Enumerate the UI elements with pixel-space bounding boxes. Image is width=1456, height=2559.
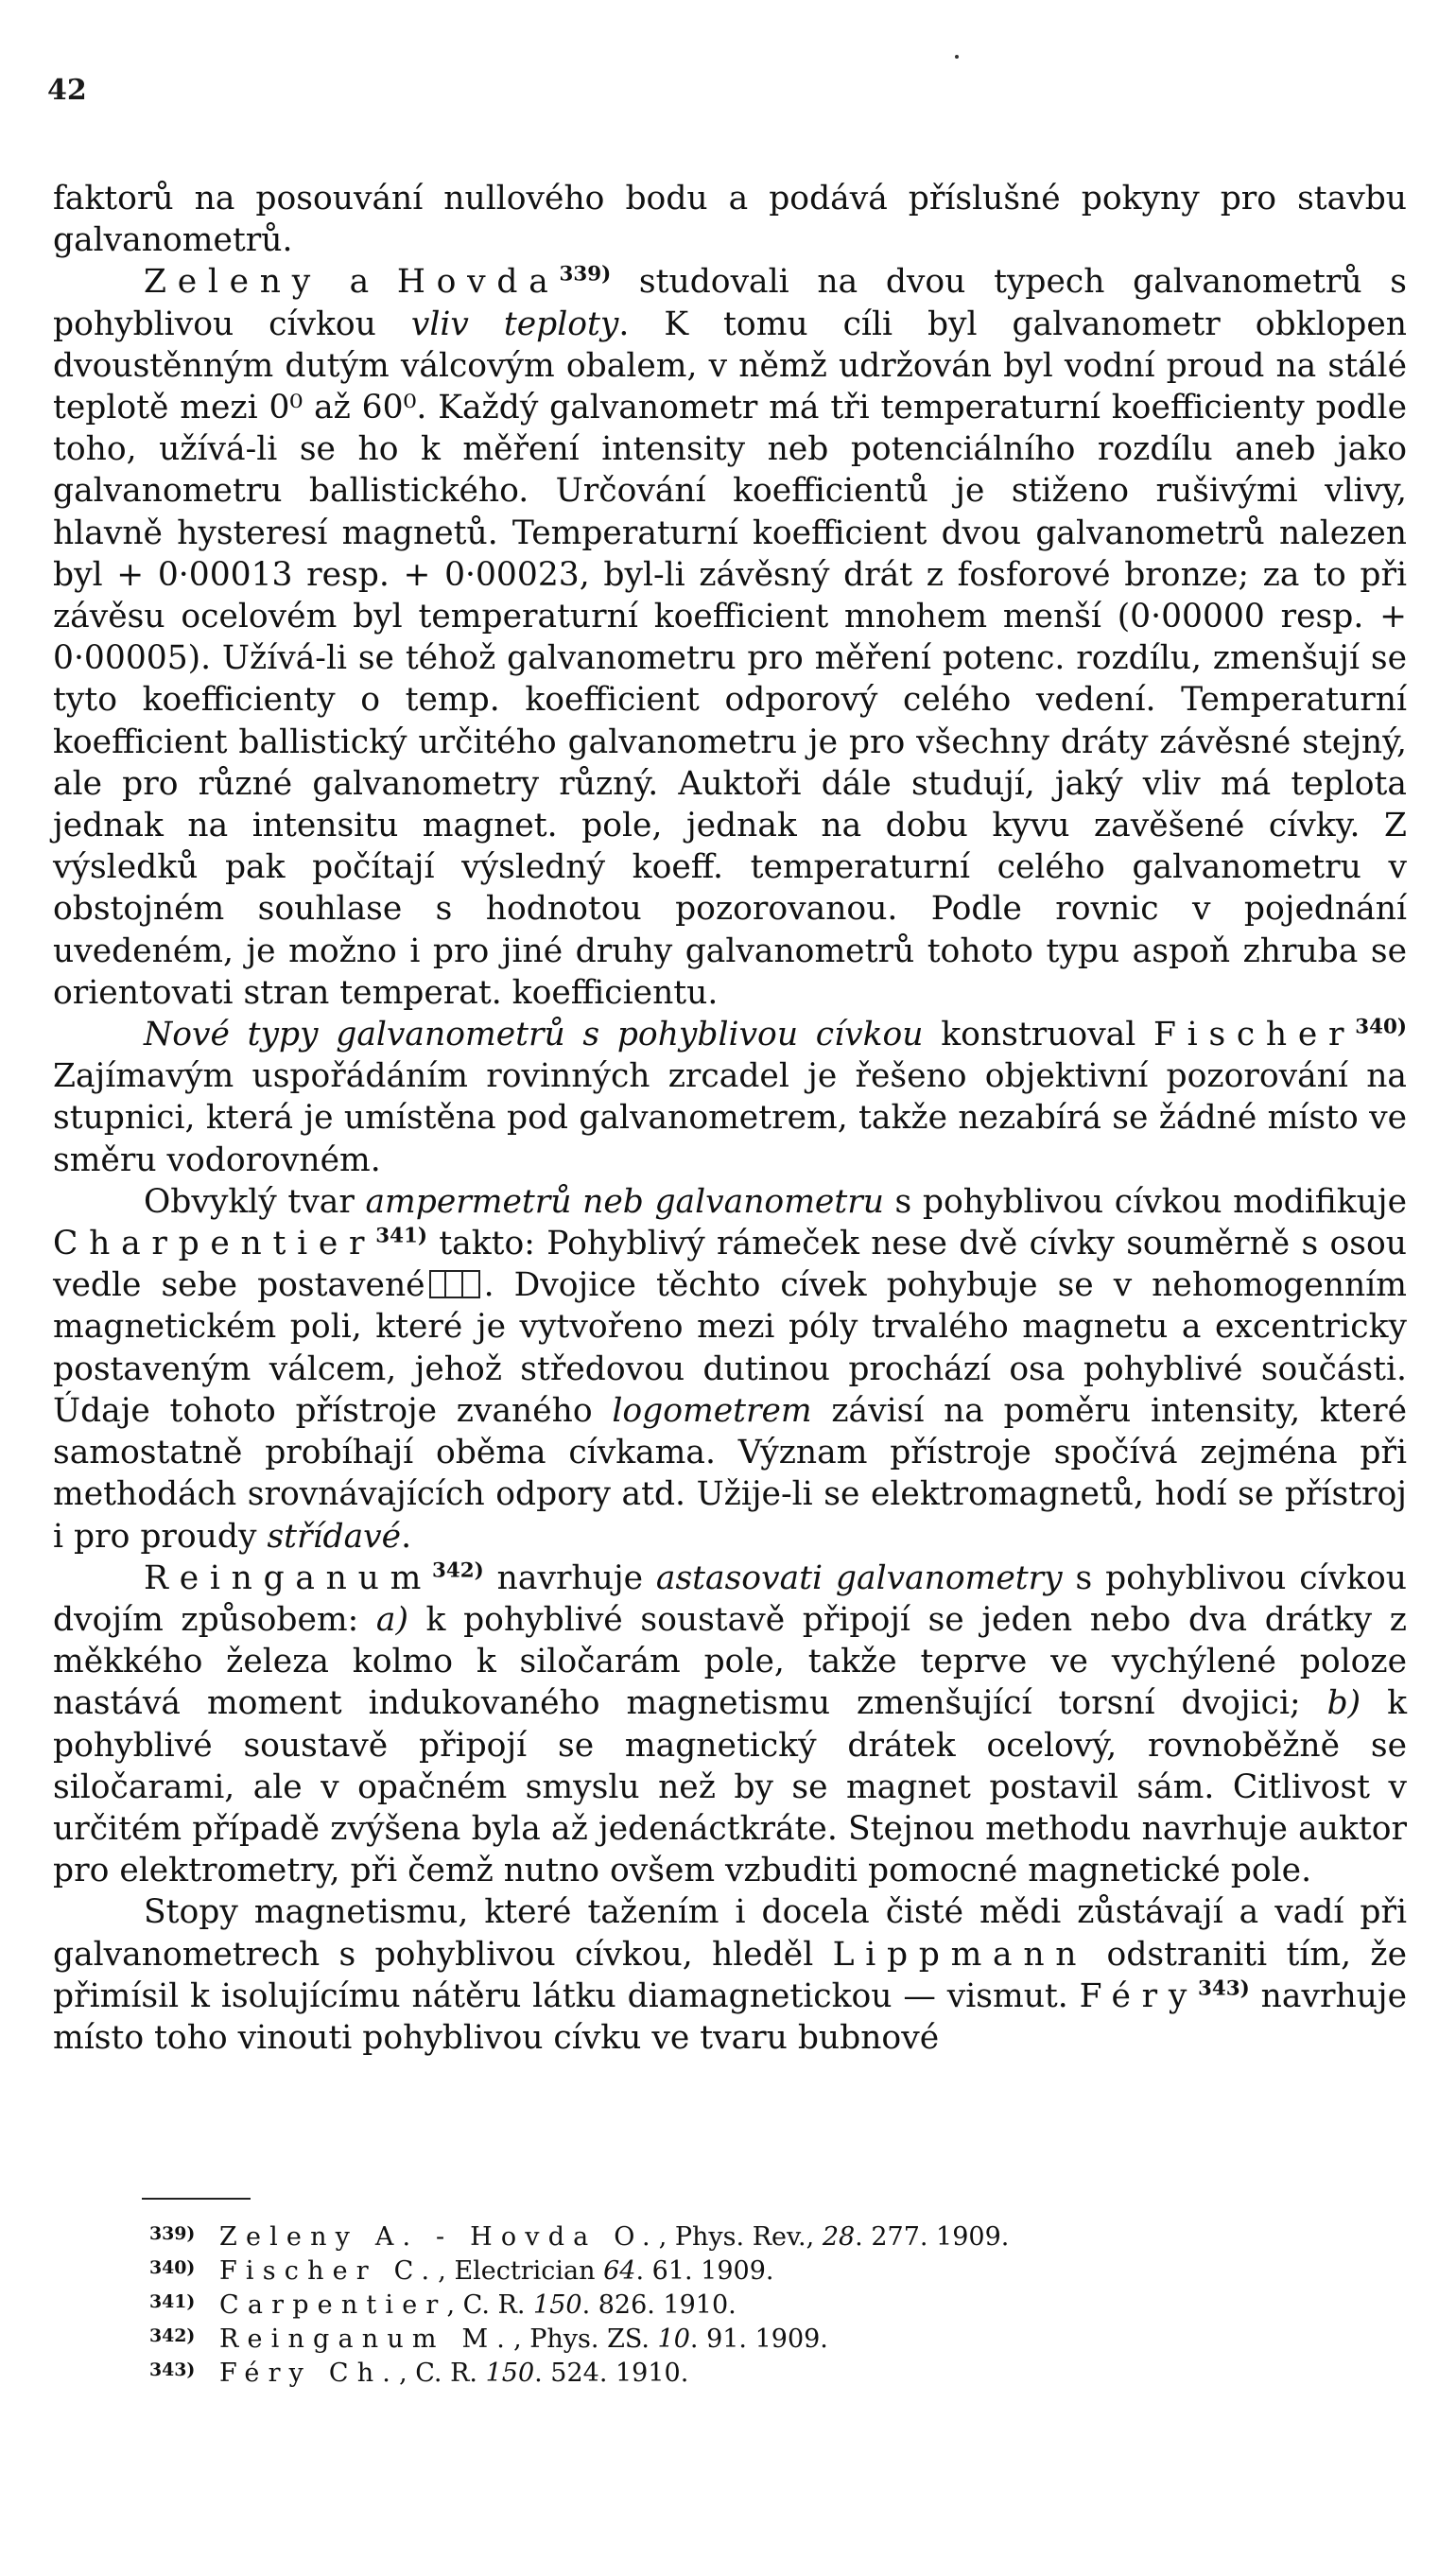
scan-speck — [955, 55, 959, 59]
author-name: Zeleny — [144, 263, 321, 302]
footnote-divider — [142, 2198, 251, 2200]
paragraph-6: Stopy magnetismu, které tažením i docela čisté mědi zůstávají a vadí při galvanometrech s pohyblivou cívkou, hleděl Lippmann odstraniti tím, že přimísil k isolujícímu nátěru látku diamagnetickou — vismut. Féry$^{343)}$ navrhuje místo toho vinouti pohyblivou cívku ve tvaru bubnové — [53, 1893, 1408, 2057]
footnote-volume: 64 — [603, 2256, 636, 2286]
author-name: Féry — [1079, 1976, 1199, 2015]
footnote-author: Fischer C. — [219, 2256, 439, 2286]
footnote-ref[interactable]: 342) — [432, 1558, 484, 1583]
footnote-number: 343) — [149, 2359, 196, 2380]
paragraph-4: Obvyklý tvar ampermetrů neb galvanometru s pohyblivou cívkou modifikuje Charpentier$^{341)}$ takto: Pohyblivý rámeček nese dvě cívky souměrně s osou vedle sebe postavené . Dvojice těchto cívek pohybuje se v nehomogenním magnetickém poli, které je vytvořeno mezi póly trvalého magnetu a excentricky postaveným válcem, jehož středovou dutinou prochází osa pohyblivé součásti. Údaje tohoto přístroje zvaného logometrem závisí na poměru intensity, které samostatně probíhají oběma cívkama. Význam přístroje spočívá zejména při methodách srovnávajících odpory atd. Užije-li se elektromagnetů, hodí se přístroj i pro proudy střídavé. — [53, 1182, 1408, 1556]
emphasis-text: logometrem — [612, 1391, 812, 1430]
footnote-ref[interactable]: 339) — [559, 262, 612, 287]
footnote-volume: 150 — [533, 2290, 582, 2320]
footnote-item: 340) Fischer C., Electrician 64. 61. 1909. — [149, 2253, 1331, 2287]
paragraph-1: faktorů na posouvání nullového bodu a podává příslušné pokyny pro stavbu galvanometrů. — [53, 180, 1407, 260]
footnote-volume: 150 — [485, 2359, 535, 2388]
footnote-author: Reinganum M. — [219, 2324, 514, 2354]
footnote-number: 340) — [149, 2257, 196, 2278]
footnote-author: Zeleny A. - Hovda O. — [219, 2222, 659, 2252]
author-name: Fischer — [1153, 1016, 1356, 1054]
footnote-item: 343) Féry Ch., C. R. 150. 524. 1910. — [149, 2355, 1331, 2389]
footnote-author: Carpentier — [219, 2290, 447, 2320]
author-name: Lippmann — [832, 1935, 1088, 1974]
coil-diagram-icon — [429, 1270, 480, 1298]
emphasis-text: Nové typy galvanometrů s pohyblivou cívkou — [144, 1016, 924, 1054]
author-name: Hovda — [396, 263, 560, 302]
page-number: 42 — [47, 74, 87, 107]
footnote-volume: 28 — [822, 2222, 856, 2252]
footnotes — [149, 2219, 1331, 2389]
emphasis-text: ampermetrů neb galvanometru — [365, 1182, 884, 1221]
footnote-number: 339) — [149, 2223, 196, 2244]
footnote-number: 342) — [149, 2325, 196, 2346]
paragraph-3: Nové typy galvanometrů s pohyblivou cívkou konstruoval Fischer$^{340)}$ Zajímavým uspořádáním rovinných zrcadel je řešeno objektivní pozorování na stupnici, která je umístěna pod galvanometrem, takže nezabírá se žádné místo ve směru vodorovném. — [53, 1015, 1407, 1179]
footnote-number: 341) — [149, 2291, 196, 2312]
footnote-ref[interactable]: 341) — [375, 1224, 427, 1248]
emphasis-text: a) — [375, 1600, 408, 1639]
footnote-volume: 10 — [657, 2324, 690, 2354]
body-text — [53, 178, 1407, 2059]
paragraph-2: Zeleny a Hovda$^{339)}$ studovali na dvou typech galvanometrů s pohyblivou cívkou vliv teploty. K tomu cíli byl galvanometr obklopen dvoustěnným dutým válcovým obalem, v němž udržován byl vodní proud na stálé teplotě mezi 0⁰ až 60⁰. Každý galvanometr má tři temperaturní koefficienty podle toho, užívá-li se ho k měření intensity neb potenciálního rozdílu aneb jako galvanometru ballistického. Určování koefficientů je stiženo rušivými vlivy, hlavně hysteresí magnetů. Temperaturní koefficient dvou galvanometrů nalezen byl + 0·00013 resp. + 0·00023, byl-li závěsný drát z fosforové bronze; za to při závěsu ocelovém byl temperaturní koefficient mnohem menší (0·00000 resp. + 0·00005). Užívá-li se téhož galvanometru pro měření potenc. rozdílu, zmenšují se tyto koefficienty o temp. koefficient odporový celého vedení. Temperaturní koefficient ballistický určitého galvanometru je pro všechny dráty závěsné stejný, ale pro různé galvanometry různý. Auktoři dále studují, jaký vliv má teplota jednak na intensitu magnet. pole, jednak na dobu kyvu zavěšené cívky. Z výsledků pak počítají výsledný koeff. temperaturní celého galvanometru v obstojném souhlase s hodnotou pozorovanou. Podle rovnic v pojednání uvedeném, je možno i pro jiné druhy galvanometrů tohoto typu aspoň zhruba se orientovati stran temperat. koefficientu. — [53, 262, 1408, 1012]
paragraph-5: Reinganum$^{342)}$ navrhuje astasovati galvanometry s pohyblivou cívkou dvojím způsobem: a) k pohyblivé soustavě připojí se jeden nebo dva drátky z měkkého železa kolmo k siločarám pole, takže teprve ve vychýlené poloze nastává moment indukovaného magnetismu zmenšující torsní dvojici; b) k pohyblivé soustavě připojí se magnetický drátek ocelový, rovnoběžně se siločarami, ale v opačném smyslu než by se magnet postavil sám. Citlivost v určitém případě zvýšena byla až jedenáctkráte. Stejnou methodu navrhuje auktor pro elektrometry, při čemž nutno ovšem vzbuditi pomocné magnetické pole. — [53, 1558, 1407, 1890]
footnote-item: 339) Zeleny A. - Hovda O., Phys. Rev., 28. 277. 1909. — [149, 2219, 1331, 2253]
emphasis-text: b) — [1326, 1684, 1361, 1723]
emphasis-text: střídavé — [267, 1517, 402, 1556]
footnote-ref[interactable]: 340) — [1355, 1015, 1407, 1039]
footnote-item: 341) Carpentier, C. R. 150. 826. 1910. — [149, 2287, 1331, 2321]
footnote-item: 342) Reinganum M., Phys. ZS. 10. 91. 1909. — [149, 2321, 1331, 2355]
emphasis-text: astasovati galvanometry — [655, 1558, 1063, 1597]
author-name: Charpentier — [53, 1225, 376, 1263]
emphasis-text: vliv teploty — [410, 305, 619, 343]
author-name: Reinganum — [144, 1558, 433, 1597]
footnote-ref[interactable]: 343) — [1198, 1976, 1250, 2001]
footnote-author: Féry Ch. — [219, 2359, 400, 2388]
